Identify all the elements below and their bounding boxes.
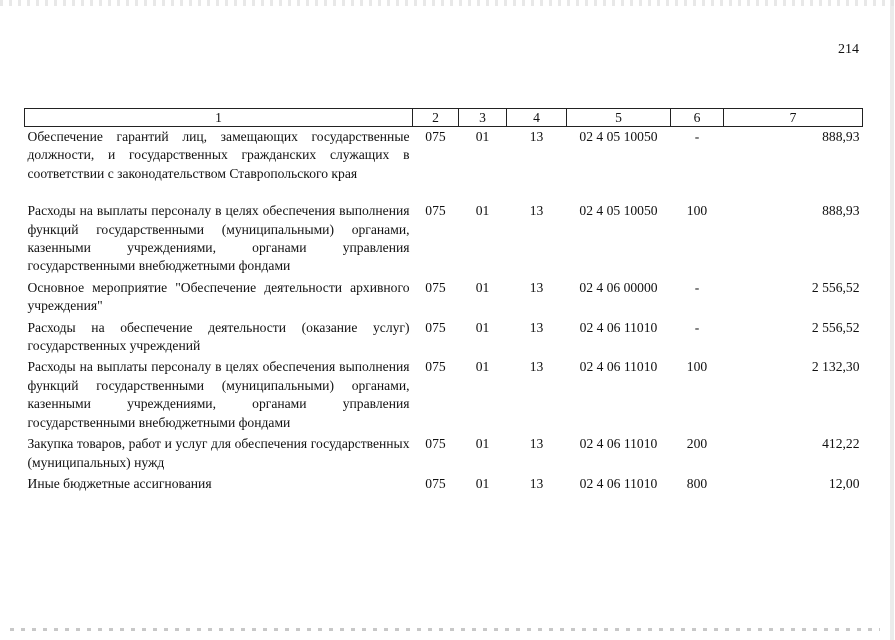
row-type: - xyxy=(694,129,700,144)
row-type: 100 xyxy=(686,203,708,219)
column-header: 1 xyxy=(25,109,413,127)
column-header: 2 xyxy=(413,109,459,127)
page-number: 214 xyxy=(838,42,859,57)
row-subsection: 13 xyxy=(529,359,544,375)
row-amount: 888,93 xyxy=(822,129,860,144)
row-section: 01 xyxy=(475,279,490,295)
row-subsection: 13 xyxy=(529,279,544,295)
row-type: - xyxy=(694,319,700,335)
row-target: 02 4 06 11010 xyxy=(579,319,658,335)
row-section: 01 xyxy=(475,436,490,452)
row-amount: 12,00 xyxy=(828,475,860,491)
row-section: 01 xyxy=(475,129,490,144)
row-amount: 2 556,52 xyxy=(811,279,860,295)
row-subsection: 13 xyxy=(529,319,544,335)
table-row xyxy=(25,201,863,278)
row-target: 02 4 06 11010 xyxy=(579,359,658,375)
row-name: Иные бюджетные ассигнования xyxy=(27,475,212,491)
scan-artifact-bottom xyxy=(10,628,880,631)
column-header: 7 xyxy=(724,109,863,127)
row-type: - xyxy=(694,279,700,295)
row-name: Расходы на выплаты персоналу в целях обеспечения выполнения функций государственными (муниципальными) органами, казенными учреждениями, органами управления государственными внебюджетными фондами xyxy=(27,203,410,274)
row-type: 100 xyxy=(686,359,708,375)
row-code: 075 xyxy=(425,203,446,219)
row-type: 800 xyxy=(686,475,708,491)
column-header: 4 xyxy=(507,109,567,127)
row-target: 02 4 06 11010 xyxy=(579,475,658,491)
row-amount: 888,93 xyxy=(822,203,860,219)
table-row xyxy=(25,278,863,318)
row-name: Расходы на обеспечение деятельности (оказание услуг) государственных учреждений xyxy=(27,319,410,354)
row-target: 02 4 05 10050 xyxy=(579,203,658,219)
table-row xyxy=(25,357,863,434)
column-header: 5 xyxy=(567,109,671,127)
row-subsection: 13 xyxy=(529,203,544,219)
row-code: 075 xyxy=(425,359,446,375)
table-row xyxy=(25,127,863,202)
table-row xyxy=(25,434,863,474)
scan-artifact-right xyxy=(890,0,894,640)
row-target: 02 4 05 10050 xyxy=(579,129,658,144)
row-amount: 2 132,30 xyxy=(811,359,860,375)
row-name: Расходы на выплаты персоналу в целях обеспечения выполнения функций государственными (муниципальными) органами, казенными учреждениями, органами управления государственными внебюджетными фондами xyxy=(27,359,410,430)
row-type: 200 xyxy=(686,436,708,452)
header-row xyxy=(25,109,863,127)
row-code: 075 xyxy=(425,279,446,295)
row-section: 01 xyxy=(475,359,490,375)
row-name: Закупка товаров, работ и услуг для обеспечения государственных (муниципальных) нужд xyxy=(27,436,410,470)
row-code: 075 xyxy=(425,319,446,335)
scan-artifact-top xyxy=(0,0,895,6)
budget-table xyxy=(24,108,863,495)
row-name: Основное мероприятие "Обеспечение деятельности архивного учреждения" xyxy=(27,279,410,314)
column-header: 3 xyxy=(459,109,507,127)
row-subsection: 13 xyxy=(529,129,544,144)
row-code: 075 xyxy=(425,475,446,491)
row-name: Обеспечение гарантий лиц, замещающих государственные должности, и государственных гражданских служащих в соответствии с законодательством Ставропольского края xyxy=(27,129,410,181)
row-target: 02 4 06 00000 xyxy=(579,279,658,295)
row-subsection: 13 xyxy=(529,475,544,491)
table-row xyxy=(25,318,863,358)
row-section: 01 xyxy=(475,203,490,219)
column-header: 6 xyxy=(671,109,724,127)
row-amount: 412,22 xyxy=(822,436,860,452)
row-subsection: 13 xyxy=(529,436,544,452)
table-row xyxy=(25,474,863,495)
row-code: 075 xyxy=(425,129,446,144)
row-code: 075 xyxy=(425,436,446,452)
row-amount: 2 556,52 xyxy=(811,319,860,335)
row-target: 02 4 06 11010 xyxy=(579,436,658,452)
row-section: 01 xyxy=(475,475,490,491)
row-section: 01 xyxy=(475,319,490,335)
